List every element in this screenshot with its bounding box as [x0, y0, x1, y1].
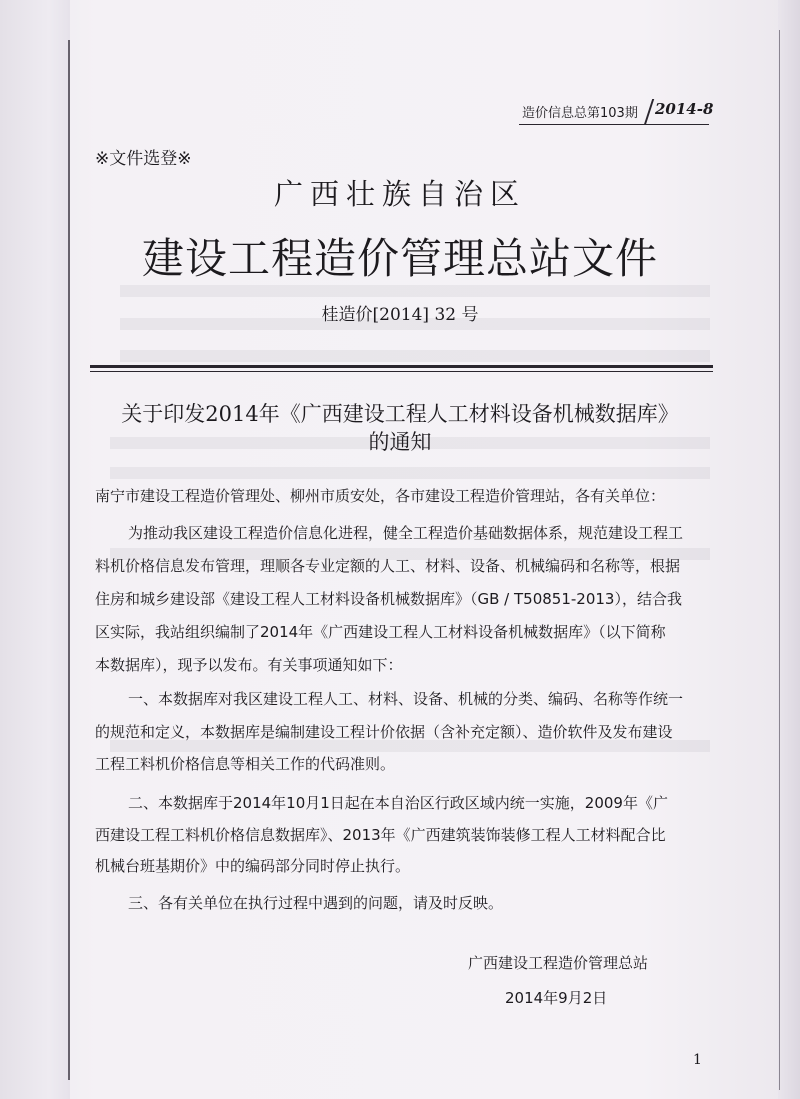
body-line: 为推动我区建设工程造价信息化进程，健全工程造价基础数据体系，规范建设工程工: [128, 524, 684, 542]
show-through-band: [120, 285, 710, 297]
binding-edge-right: [778, 0, 800, 1099]
letterhead-agency: 建设工程造价管理总站文件: [141, 234, 658, 283]
issue-code: 2014-8: [655, 100, 714, 118]
show-through-band: [110, 467, 710, 479]
signature-date: 2014年9月2日: [505, 989, 608, 1007]
file-selection-label: ※文件选登※: [95, 149, 192, 169]
body-line: 一、本数据库对我区建设工程人工、材料、设备、机械的分类、编码、名称等作统一: [128, 690, 684, 708]
issue-label: 造价信息总第103期: [522, 106, 638, 121]
body-line-salutation: 南宁市建设工程造价管理处、柳州市质安处，各市建设工程造价管理站，各有关单位：: [95, 487, 666, 505]
document-number: 桂造价[2014] 32 号: [321, 305, 479, 325]
letterhead-rule: [90, 365, 713, 368]
page-number: 1: [693, 1052, 702, 1068]
body-line: 料机价格信息发布管理，理顺各专业定额的人工、材料、设备、机械编码和名称等，根据: [95, 557, 681, 575]
body-line: 三、各有关单位在执行过程中遇到的问题，请及时反映。: [128, 894, 504, 912]
notice-title-line-1: 关于印发2014年《广西建设工程人工材料设备机械数据库》: [121, 402, 679, 426]
body-line: 的规范和定义，本数据库是编制建设工程计价依据（含补充定额）、造价软件及发布建设: [95, 723, 673, 741]
show-through-band: [120, 350, 710, 362]
body-line: 机械台班基期价》中的编码部分同时停止执行。: [95, 857, 411, 875]
body-line: 住房和城乡建设部《建设工程人工材料设备机械数据库》（GB / T50851-2013），结合我: [95, 590, 682, 608]
body-line: 二、本数据库于2014年10月1日起在本自治区行政区域内统一实施，2009年《广: [128, 794, 668, 812]
show-through-band: [110, 740, 710, 752]
letterhead-region: 广西壮族自治区: [273, 177, 526, 211]
notice-title-line-2: 的通知: [368, 430, 432, 454]
body-line: 西建设工程工料机价格信息数据库》、2013年《广西建筑装饰装修工程人工材料配合比: [95, 826, 666, 844]
letterhead-rule-thin: [90, 371, 713, 372]
signature-organization: 广西建设工程造价管理总站: [468, 954, 649, 972]
body-line: 区实际，我站组织编制了2014年《广西建设工程人工材料设备机械数据库》（以下简称: [95, 623, 666, 641]
body-line: 本数据库），现予以发布。有关事项通知如下：: [95, 656, 403, 674]
binding-edge-left: [0, 0, 70, 1099]
body-line: 工程工料机价格信息等相关工作的代码准则。: [95, 755, 396, 773]
